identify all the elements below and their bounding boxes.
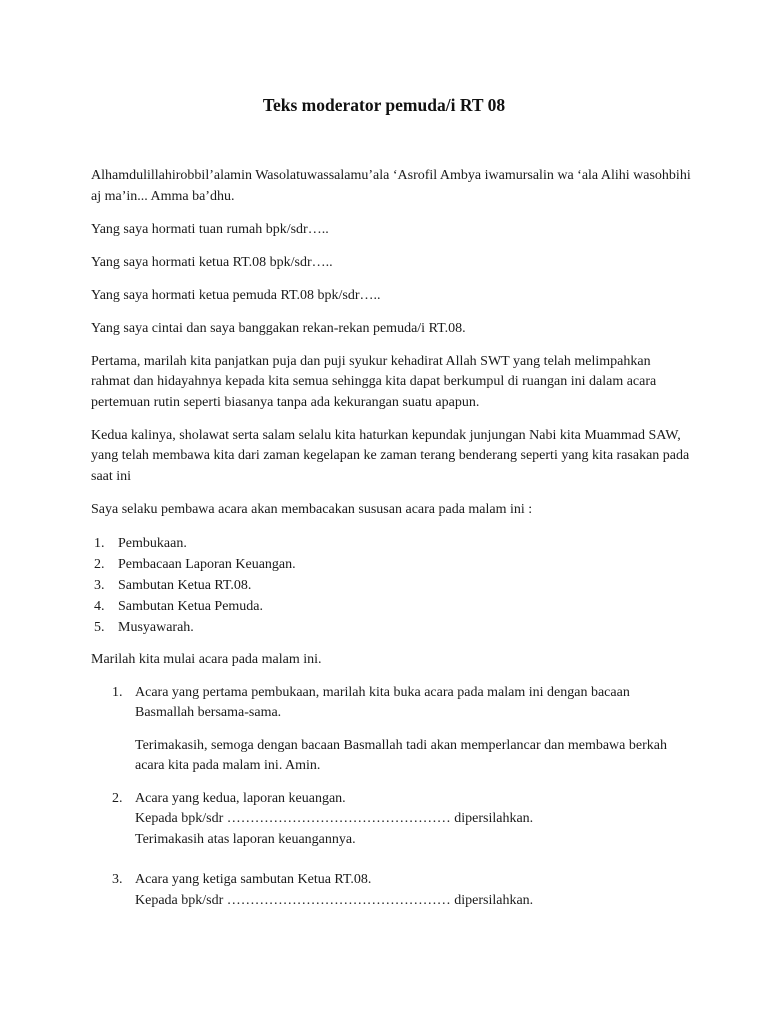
agenda-number: 2. (94, 556, 105, 572)
agenda-text: Pembukaan. (118, 535, 187, 551)
step-number: 3. (112, 872, 123, 887)
step-line: Terimakasih atas laporan keuangannya. (135, 831, 356, 847)
agenda-item (91, 575, 691, 596)
agenda-list (91, 533, 691, 638)
program-step (91, 789, 691, 851)
step-number: 2. (112, 790, 123, 806)
agenda-text: Sambutan Ketua Pemuda. (118, 598, 264, 614)
agenda-number: 4. (94, 598, 105, 614)
paragraph-sholawat: Kedua kalinya, sholawat serta salam selalu kita haturkan kepundak junjungan Nabi kita Muammad SAW, yang telah membawa kita dari zaman kegelapan ke zaman terang benderang seperti yang kita rasakan pada saat ini (91, 427, 690, 484)
agenda-item (91, 533, 691, 554)
step-line: Kepada bpk/sdr ………………………………………… dipersilahkan. (135, 892, 534, 908)
agenda-item (91, 617, 691, 638)
start-line: Marilah kita mulai acara pada malam ini. (91, 651, 322, 667)
agenda-intro: Saya selaku pembawa acara akan membacakan sususan acara pada malam ini : (91, 501, 533, 517)
agenda-text: Pembacaan Laporan Keuangan. (118, 556, 296, 572)
greeting-line: Yang saya hormati tuan rumah bpk/sdr….. (91, 221, 329, 237)
document-body (91, 166, 691, 911)
agenda-text: Sambutan Ketua RT.08. (118, 577, 252, 593)
step-line: Acara yang kedua, laporan keuangan. (135, 790, 346, 806)
program-steps (91, 683, 691, 912)
agenda-number: 5. (94, 619, 105, 635)
document-title: Teks moderator pemuda/i RT 08 (262, 95, 506, 115)
paragraph-gratitude: Pertama, marilah kita panjatkan puja dan puji syukur kehadirat Allah SWT yang telah melimpahkan rahmat dan hidayahnya kepada kita semua sehingga kita dapat berkumpul di ruangan ini dalam acara pertemuan rutin seperti biasanya tanpa ada kekurangan suatu apapun. (91, 353, 657, 410)
program-step (91, 683, 691, 724)
agenda-text: Musyawarah. (118, 619, 194, 635)
step-line: Kepada bpk/sdr ………………………………………… dipersilahkan. (135, 811, 534, 826)
agenda-item (91, 554, 691, 575)
agenda-number: 1. (94, 535, 105, 551)
step-number: 1. (112, 684, 123, 700)
agenda-number: 3. (94, 577, 105, 593)
greeting-line: Yang saya hormati ketua pemuda RT.08 bpk/sdr….. (91, 287, 381, 303)
agenda-item (91, 596, 691, 617)
program-step (91, 870, 691, 911)
greeting-line: Yang saya cintai dan saya banggakan rekan-rekan pemuda/i RT.08. (91, 320, 466, 336)
greeting-line: Yang saya hormati ketua RT.08 bpk/sdr….. (91, 254, 333, 270)
opening-paragraph: Alhamdulillahirobbil’alamin Wasolatuwassalamu’ala ‘Asrofil Ambya iwamursalin wa ‘ala Alihi wasohbihi aj ma’in... Amma ba’dhu. (91, 168, 691, 204)
step-note: Terimakasih, semoga dengan bacaan Basmallah tadi akan memperlancar dan membawa berkah acara kita pada malam ini. Amin. (135, 737, 667, 773)
step-line: Acara yang ketiga sambutan Ketua RT.08. (135, 872, 372, 887)
step-text: Acara yang pertama pembukaan, marilah kita buka acara pada malam ini dengan bacaan Basmallah bersama-sama. (135, 684, 630, 720)
